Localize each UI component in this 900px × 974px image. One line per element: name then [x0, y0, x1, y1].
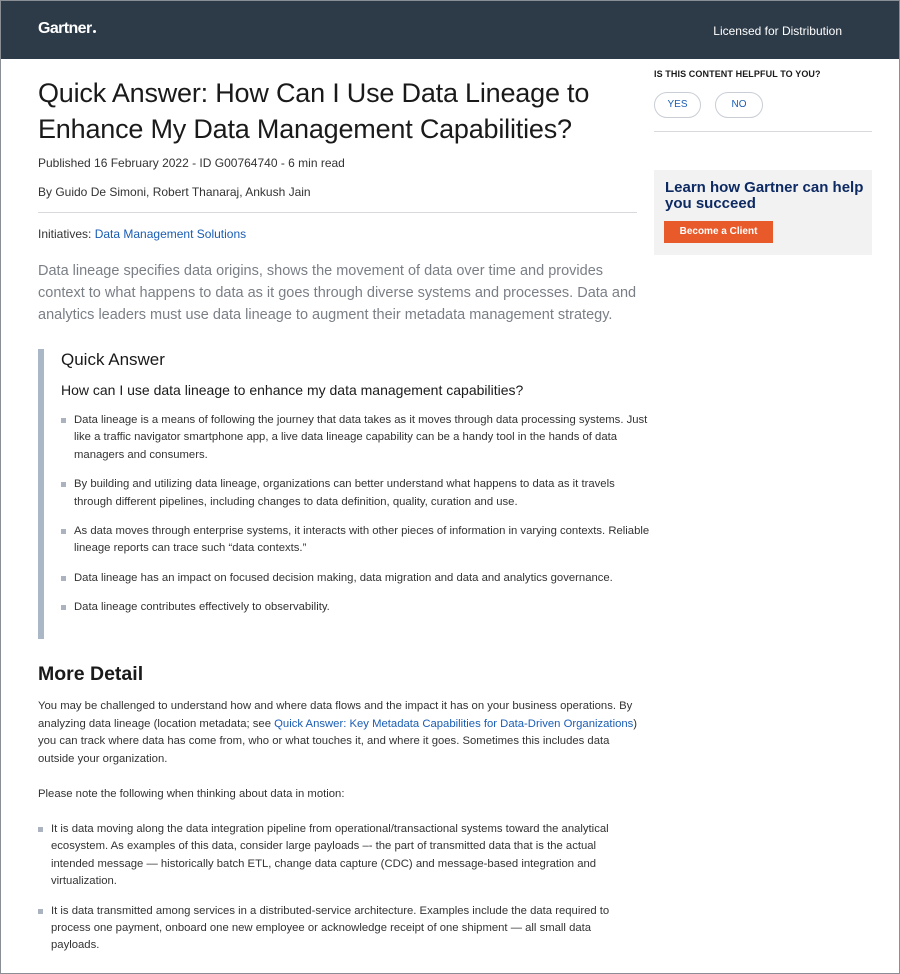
helpful-question: IS THIS CONTENT HELPFUL TO YOU? — [654, 69, 821, 79]
gartner-logo[interactable]: Gartner — [38, 20, 96, 38]
become-client-button[interactable]: Become a Client — [664, 221, 773, 243]
publish-meta: Published 16 February 2022 - ID G00764740 - 6 min read — [38, 156, 345, 170]
logo-dot — [93, 30, 96, 33]
no-button[interactable]: NO — [715, 92, 763, 118]
quick-answer-title: Quick Answer — [61, 350, 165, 369]
initiatives — [38, 227, 246, 241]
more-detail-title: More Detail — [38, 663, 144, 685]
list-item: By building and utilizing data lineage, organizations can better understand what happens to data as it travels through different pipelines, including changes to data definition, quality, curation and use. — [61, 476, 651, 511]
bullet-icon — [38, 827, 43, 832]
authors: By Guido De Simoni, Robert Thanaraj, Ankush Jain — [38, 185, 311, 199]
page-title: Quick Answer: How Can I Use Data Lineage to Enhance My Data Management Capabilities? — [38, 78, 590, 144]
sidebar-divider — [654, 131, 872, 132]
more-detail-note: Please note the following when thinking about data in motion: — [38, 788, 345, 800]
more-detail-list — [38, 821, 638, 967]
bullet-icon — [61, 576, 66, 581]
list-item: As data moves through enterprise systems, it interacts with other pieces of information in varying contexts. Reliable lineage reports can trace such “data contexts.” — [61, 523, 651, 558]
bullet-icon — [61, 418, 66, 423]
bullet-icon — [61, 529, 66, 534]
quick-answer-question: How can I use data lineage to enhance my data management capabilities? — [61, 382, 524, 398]
bullet-icon — [61, 605, 66, 610]
promo-title: Learn how Gartner can help you succeed — [665, 179, 864, 212]
quick-answer-list — [61, 412, 651, 629]
bullet-icon — [38, 909, 43, 914]
bullet-icon — [61, 482, 66, 487]
article-summary: Data lineage specifies data origins, shows the movement of data over time and provides context to what happens to data as it goes through diverse systems and processes. Data and analytics leaders must use data lineage to augment their metadata management strategy. — [38, 263, 637, 323]
more-detail-paragraph: You may be challenged to understand how and where data flows and the impact it has on your business operations. By analyzing data lineage (location metadata; see Quick Answer: Key Metadata Capabilities for Data-Driven Organizations) you can track where data has come from, who or what touches it, and where it goes. Sometimes this includes data outside your organization. — [38, 700, 638, 765]
quick-answer-box — [38, 349, 650, 639]
list-item: It is data moving along the data integration pipeline from operational/transactional systems toward the analytical ecosystem. As examples of this data, consider large payloads –- the part of transmitted data that is the actual intended message — historically batch ETL, change data capture (CDC) and message-based integration and virtualization. — [38, 821, 638, 891]
licensed-label: Licensed for Distribution — [713, 24, 842, 38]
top-bar — [1, 1, 900, 59]
promo-box — [654, 170, 872, 255]
list-item: Data lineage contributes effectively to observability. — [61, 599, 651, 616]
divider — [38, 212, 637, 213]
metadata-capabilities-link[interactable]: Quick Answer: Key Metadata Capabilities for Data-Driven Organizations — [274, 717, 634, 730]
list-item: Data lineage has an impact on focused decision making, data migration and data and analytics governance. — [61, 570, 651, 587]
yes-button[interactable]: YES — [654, 92, 701, 118]
list-item: Data lineage is a means of following the journey that data takes as it moves through data processing systems. Just like a traffic navigator smartphone app, a live data lineage capability can be a handy tool in the hands of data managers and consumers. — [61, 412, 651, 464]
initiatives-link[interactable]: Data Management Solutions — [94, 227, 247, 241]
initiatives-label: Initiatives: — [38, 227, 92, 241]
list-item: It is data transmitted among services in a distributed-service architecture. Examples include the data required to process one payment, onboard one new employee or acknowledge receipt of one shipment — all small data payloads. — [38, 903, 638, 955]
